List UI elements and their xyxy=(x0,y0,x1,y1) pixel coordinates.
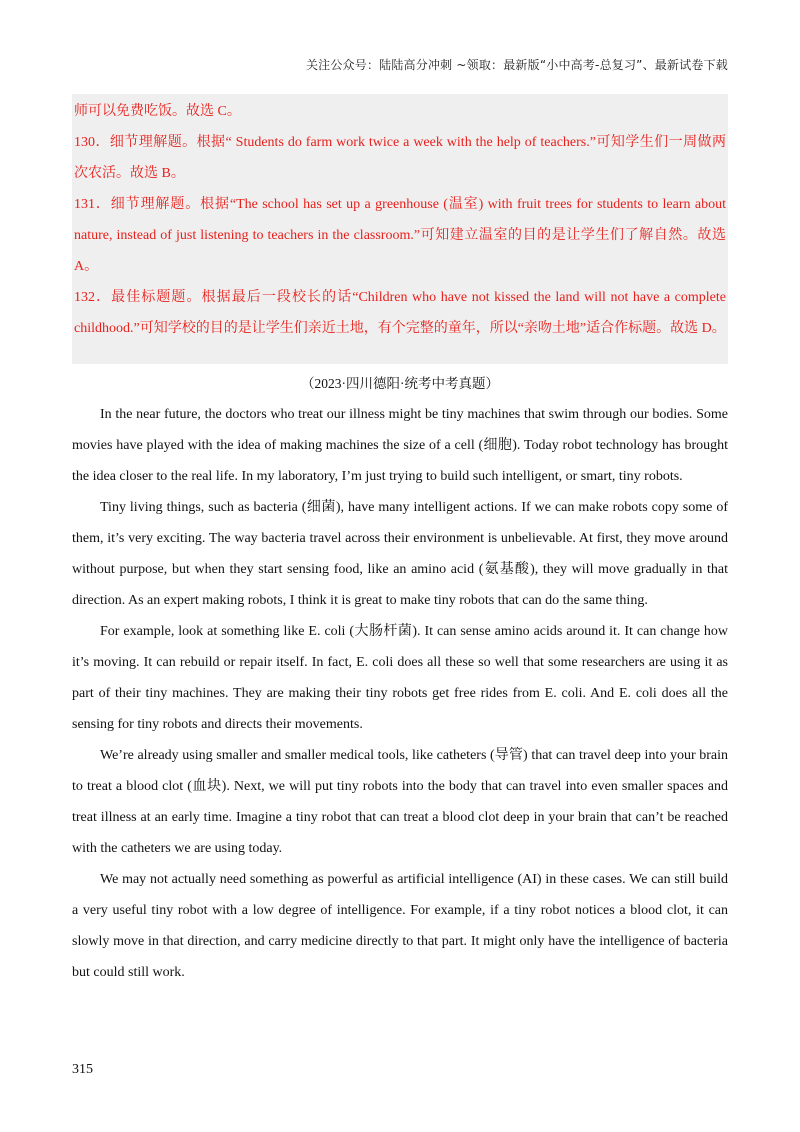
answer-line: 师可以免费吃饭。故选 C。 xyxy=(74,104,241,119)
answer-line: 132．最佳标题题。根据最后一段校长的话“Children who have not kissed the land will not have a complete childhood.”可知学校的目的是让学生们亲近土地，有个完整的童年，所以“亲吻土地”适合作标题。故选 D。 xyxy=(74,290,726,336)
passage-paragraph: We may not actually need something as powerful as artificial intelligence (AI) in these cases. We can still build a very useful tiny robot with a low degree of intelligence. For example, if a tiny robot notices a blood clot, it can slowly move in that direction, and carry medicine directly to that part. It might only have the intelligence of bacteria but could still work. xyxy=(72,872,728,980)
exam-source-label: （2023·四川德阳·统考中考真题） xyxy=(301,376,499,391)
passage-paragraph: We’re already using smaller and smaller medical tools, like catheters (导管) that can travel deep into your brain to treat a blood clot (血块). Next, we will put tiny robots into the body that can travel into even smaller spaces and treat illness at an early time. Imagine a tiny robot that can treat a blood clot deep in your brain that can’t be reached with the catheters we are using today. xyxy=(72,748,728,856)
reading-passage xyxy=(72,399,728,988)
page-header: 关注公众号：陆陆高分冲刺 ~领取：最新版“小中高考-总复习”、最新试卷下载 xyxy=(305,58,728,72)
passage-paragraph: For example, look at something like E. coli (大肠杆菌). It can sense amino acids around it. It can change how it’s moving. It can rebuild or repair itself. In fact, E. coli does all these so well that some researchers are using it as part of their tiny machines. They are making their tiny robots get free rides from E. coli. And E. coli does all the sensing for tiny robots and directs their movements. xyxy=(72,624,728,732)
passage-paragraph: In the near future, the doctors who treat our illness might be tiny machines that swim through our bodies. Some movies have played with the idea of making machines the size of a cell (细胞). Today robot technology has brought the idea closer to the real life. In my laboratory, I’m just trying to build such intelligent, or smart, tiny robots. xyxy=(72,407,728,484)
answer-explanation-box xyxy=(72,94,728,364)
passage-paragraph: Tiny living things, such as bacteria (细菌), have many intelligent actions. If we can make robots copy some of them, it’s very exciting. The way bacteria travel across their environment is unbelievable. At first, they move around without purpose, but when they start sensing food, like an amino acid (氨基酸), they will move gradually in that direction. As an expert making robots, I think it is great to make tiny robots that can do the same thing. xyxy=(72,500,728,608)
answer-line: 131．细节理解题。根据“The school has set up a greenhouse (温室) with fruit trees for students to learn about nature, instead of just listening to teachers in the classroom.”可知建立温室的目的是让学生们了解自然。故选 A。 xyxy=(74,197,726,274)
answer-line: 130．细节理解题。根据“ Students do farm work twice a week with the help of teachers.”可知学生们一周做两次农活。故选 B。 xyxy=(74,135,726,181)
page-number: 315 xyxy=(72,1062,93,1077)
